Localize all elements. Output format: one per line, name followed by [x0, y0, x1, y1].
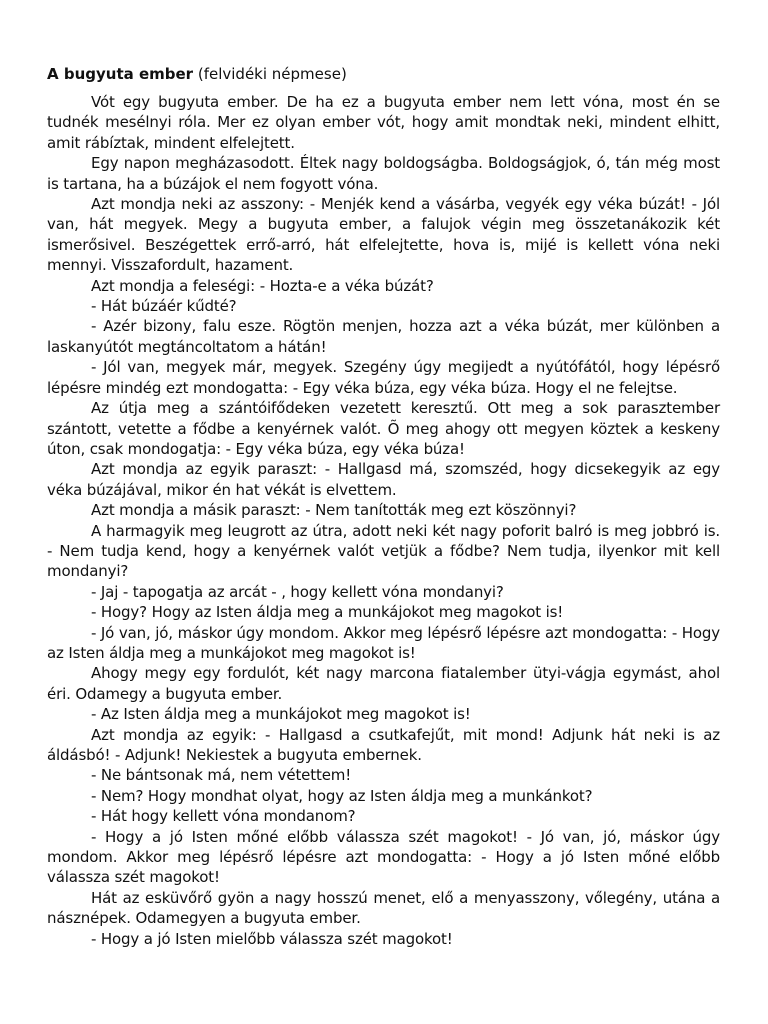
paragraph: Vót egy bugyuta ember. De ha ez a bugyuta ember nem lett vóna, most én se tudnék mesélnyi róla. Mer ez olyan ember vót, hogy amit mondtak neki, mindent elhitt, amit rábíztak, mindent elfelejtett. [47, 93, 720, 152]
paragraph: Azt mondja neki az asszony: - Menjék kend a vásárba, vegyék egy véka búzát! - Jól van, hát megyek. Megy a bugyuta ember, a falujok végin meg összetanákozik két ismerősivel. Beszégettek errő-arró, hát elfelejtette, hova is, mijé is kellett vóna neki mennyi. Visszafordult, hazament. [47, 195, 720, 275]
paragraph: - Az Isten áldja meg a munkájokot meg magokot is! [91, 705, 471, 724]
document-page [47, 64, 720, 949]
paragraph: - Hát búzáér kűdté? [91, 297, 237, 316]
paragraph: - Hogy a jó Isten mielőbb válassza szét magokot! [91, 929, 453, 948]
paragraph: A harmagyik meg leugrott az útra, adott neki két nagy poforit balró is meg jobbró is. - Nem tudja kend, hogy a kenyérnek valót vetjük a fődbe? Nem tudja, ilyenkor mit kell mondanyi? [47, 521, 720, 581]
paragraph: - Jaj - tapogatja az arcát - , hogy kellett vóna mondanyi? [91, 582, 504, 601]
paragraph: - Jól van, megyek már, megyek. Szegény úgy megijedt a nyútófától, hogy lépésrő lépésre mindég ezt mondogatta: - Egy véka búza, egy véka búza. Hogy el ne felejtse. [47, 358, 720, 397]
paragraph: Az útja meg a szántóifődeken vezetett keresztű. Ott meg a sok parasztember szántott, vetette a fődbe a kenyérnek valót. Õ meg ahogy ott megyen köztek a keskeny úton, csak mondogatja: - Egy véka búza, egy véka búza! [47, 399, 720, 458]
paragraph: - Hát hogy kellett vóna mondanom? [91, 807, 356, 826]
paragraph: Egy napon megházasodott. Éltek nagy boldogságba. Boldogságjok, ó, tán még most is tartana, ha a búzájok el nem fogyott vóna. [47, 154, 720, 193]
paragraph: - Hogy? Hogy az Isten áldja meg a munkájokot meg magokot is! [91, 603, 564, 622]
paragraph: Azt mondja a másik paraszt: - Nem tanították meg ezt köszönnyi? [91, 501, 577, 520]
paragraph: - Jó van, jó, máskor úgy mondom. Akkor meg lépésrő lépésre azt mondogatta: - Hogy az Isten áldja meg a munkájokot meg magokot is! [47, 623, 720, 662]
paragraph: Azt mondja a feleségi: - Hozta-e a véka búzát? [91, 276, 434, 295]
paragraph: - Hogy a jó Isten mőné előbb válassza szét magokot! - Jó van, jó, máskor úgy mondom. Akkor meg lépésrő lépésre azt mondogatta: - Hogy a jó Isten mőné előbb válassza szét magokot! [47, 827, 720, 887]
paragraph: Azt mondja az egyik: - Hallgasd a csutkafejűt, mit mond! Adjunk hát neki is az áldásbó! - Adjunk! Nekiestek a bugyuta embernek. [47, 725, 720, 764]
paragraph: - Azér bizony, falu esze. Rögtön menjen, hozza azt a véka búzát, mer különben a laskanyútót megtáncoltatom a hátán! [47, 317, 720, 356]
paragraph: Azt mondja az egyik paraszt: - Hallgasd má, szomszéd, hogy dicsekegyik az egy véka búzájával, mikor én hat vékát is elvettem. [47, 460, 720, 499]
story-body [47, 92, 720, 949]
story-title: A bugyuta ember [47, 65, 194, 83]
paragraph: Ahogy megy egy fordulót, két nagy marcona fiatalember ütyi-vágja egymást, ahol éri. Odamegy a bugyuta ember. [47, 664, 720, 703]
story-subtitle: (felvidéki népmese) [197, 65, 347, 83]
title-line [47, 64, 720, 84]
paragraph: - Ne bántsonak má, nem vétettem! [91, 766, 352, 785]
paragraph: Hát az esküvőrő gyön a nagy hosszú menet, elő a menyasszony, vőlegény, utána a násznépek. Odamegyen a bugyuta ember. [47, 888, 720, 928]
paragraph: - Nem? Hogy mondhat olyat, hogy az Isten áldja meg a munkánkot? [91, 786, 593, 805]
